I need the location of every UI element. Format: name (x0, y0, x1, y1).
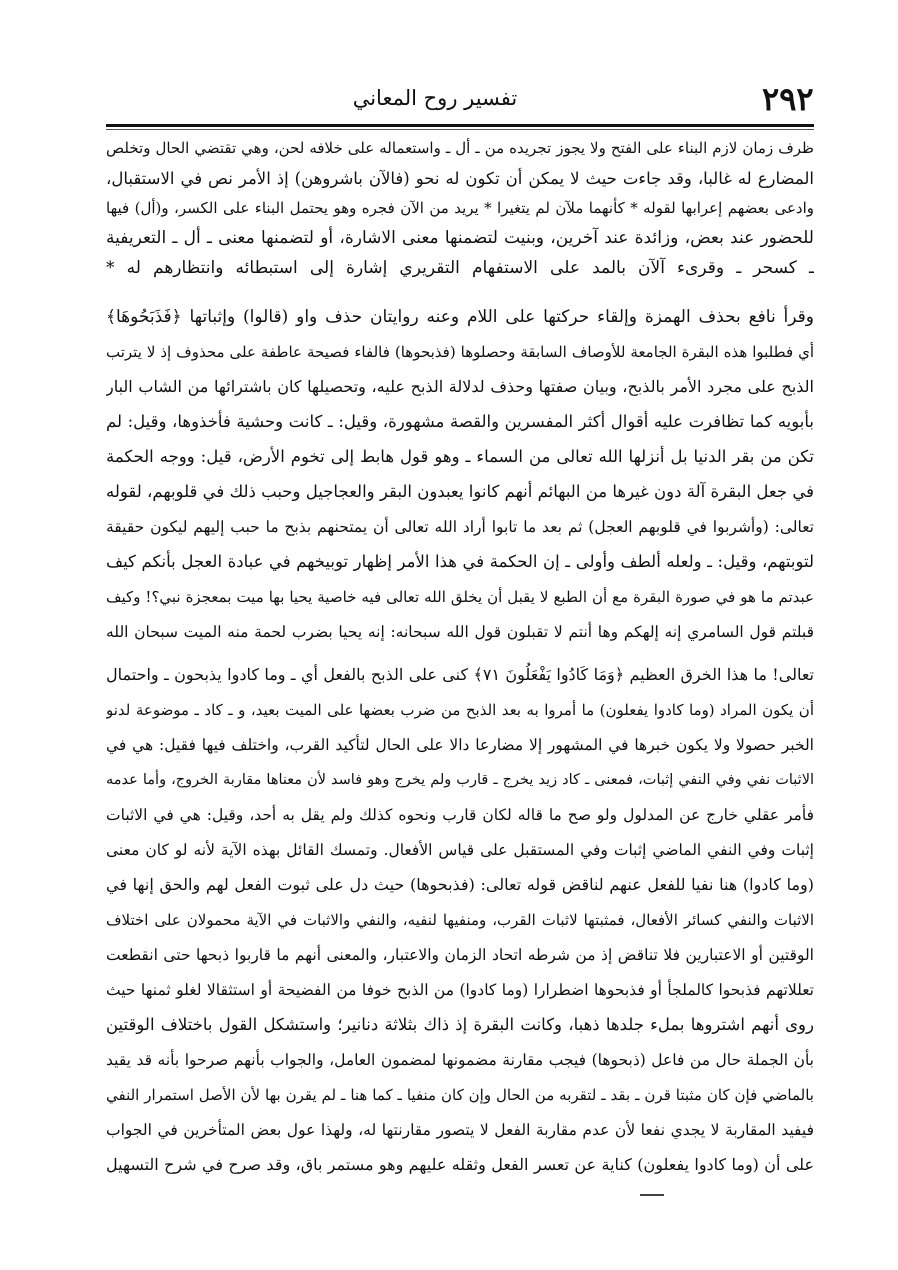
text-line: الذبح على مجرد الأمر بالذبح، وبيان صفتها وحذف لدلالة الذبح عليه، وتحصيلها كان باشترائها من الشاب البار (106, 377, 814, 396)
text-line: بأبويه كما تظافرت عليه أقوال أكثر المفسرين والقصة مشهورة، وقيل: ـ كانت وحشية فأخذوها، وقيل: لم (106, 412, 814, 431)
text-line: المضارع له غالبا، وقد جاءت حيث لا يمكن أن تكون له نحو (فالآن باشروهن) إذ الأمر نص في الاستقبال، (106, 169, 814, 188)
footer-dash (640, 1194, 664, 1196)
text-line: قبلتم قول السامري إنه إلهكم وها أنتم لا تقبلون قول الله سبحانه: إنه يحيا بضرب لحمة منه الميت سبحان الله (106, 623, 814, 641)
text-line: للحضور عند بعض، وزائدة عند آخرين، وبنيت لتضمنها معنى الاشارة، أو لتضمنها معنى ـ أل ـ التعريفية (106, 228, 814, 248)
text-line: (وما كادوا) هنا نفيا للفعل عنهم لناقض قوله تعالى: (فذبحوها) حيث دل على ثبوت الفعل لهم والحق إنها في (106, 875, 814, 894)
text-line: ظرف زمان لازم البناء على الفتح ولا يجوز تجريده من ـ أل ـ واستعماله على خلافه لحن، وهي تقتضي الحال وتخلص (106, 139, 814, 157)
text-line: إثبات وفي النفي الماضي إثبات وفي المستقبل على قياس الأفعال. وتمسك القائل بهذه الآية لأنه لو كان معنى (106, 841, 814, 859)
header-rule (106, 124, 814, 127)
text-line: تعالى! ما هذا الخرق العظيم ﴿وَمَا كَادُوا يَفْعَلُونَ ٧١﴾ كنى على الذبح بالفعل أي ـ وما كادوا يذبحون ـ واحتمال (106, 665, 814, 684)
text-line: وقرأ نافع بحذف الهمزة وإلقاء حركتها على اللام وعنه روايتان حذف واو (قالوا) وإثباتها ﴿فَذَبَحُوهَا﴾ (106, 307, 814, 327)
text-line: الوقتين أو الاعتبارين فلا تناقض إذ من شرطه اتحاد الزمان والاعتبار، والمعنى أنهم ما قاربوا ذبحها حتى انقطعت (106, 946, 814, 964)
paragraph-1 (106, 134, 814, 284)
text-line: أي فطلبوا هذه البقرة الجامعة للأوصاف السابقة وحصلوها (فذبحوها) فالفاء فصيحة عاطفة على محذوف إذ لا يترتب (106, 343, 814, 361)
text-line: تعالى: (وأشربوا في قلوبهم العجل) ثم بعد ما تابوا أراد الله تعالى أن يمتحنهم بذبح ما حبب إليهم ليكون حقيقة (106, 518, 814, 536)
page-number: ٢٩٢ (762, 80, 814, 118)
text-line: ـ كسحر ـ وقرىء آلآن بالمد على الاستفهام التقريري إشارة إلى استبطائه وانتظارهم له * (106, 258, 814, 278)
text-line: فيفيد المقاربة لا يجدي نفعا لأن عدم مقاربة الفعل لا يتصور مقارنتها له، ولهذا عول بعض المتأخرين في الجواب (106, 1121, 814, 1139)
text-line: فأمر عقلي خارج عن المدلول ولو صح ما قاله لكان قارب ونحوه كذلك ولم يقل به أحد، وقيل: هي في الاثبات (106, 806, 814, 824)
text-line: تعللاتهم فذبحوا كالملجأ أو فذبحوها اضطرارا (وما كادوا) من الذبح خوفا من الفضيحة أو استثقالا لغلو ثمنها حيث (106, 981, 814, 999)
text-line: الاثبات والنفي كسائر الأفعال، فمثبتها لاثبات القرب، ومنفيها لنفيه، والنفي والاثبات في الآية محمولان على اختلاف (106, 911, 814, 929)
text-line: وادعى بعضهم إعرابها لقوله * كأنهما ملآن لم يتغيرا * يريد من الآن فجره وهو يحتمل البناء على الكسر، و(أل) فيها (106, 199, 814, 217)
text-line: على أن (وما كادوا يفعلون) كناية عن تعسر الفعل وثقله عليهم وهو مستمر باق، وقد صرح في شرح التسهيل (106, 1155, 814, 1174)
text-line: روى أنهم اشتروها بملء جلدها ذهبا، وكانت البقرة إذ ذاك بثلاثة دنانير؛ واستشكل القول باختلاف الوقتين (106, 1015, 814, 1034)
text-line: بأن الجملة حال من فاعل (ذبحوها) فيجب مقارنة مضمونها لمضمون العامل، والجواب بأنهم صرحوا بأنه قد يقيد (106, 1051, 814, 1069)
text-line: عبدتم ما هو في صورة البقرة مع أن الطبع لا يقبل أن يخلق الله تعالى فيه خاصية يحيا بها ميت بمعجزة نبي؟! وكيف (106, 588, 814, 606)
paragraph-2 (106, 300, 814, 1183)
text-line: تكن من بقر الدنيا بل أنزلها الله تعالى من السماء ـ وهو قول هابط إلى تخوم الأرض، قيل: ووجه الحكمة (106, 447, 814, 466)
header-rule-thin (106, 129, 814, 130)
text-line: في جعل البقرة آلة دون غيرها من البهائم أنهم كانوا يعبدون البقر والعجاجيل وحبب ذلك في قلوبهم، لقوله (106, 482, 814, 501)
text-line: بالماضي فإن كان مثبتا قرن ـ بقد ـ لتقربه من الحال وإن كان منفيا ـ كما هنا ـ لم يقرن بها لأن الأصل استمرار النفي (106, 1086, 814, 1104)
text-line: الخبر حصولا ولا يكون خبرها في المشهور إلا مضارعا دالا على الحال لتأكيد القرب، واختلف فيها فقيل: هي في (106, 736, 814, 754)
text-line: أن يكون المراد (وما كادوا يفعلون) ما أمروا به بعد الذبح من ضرب بعضها على الميت بعيد، و ـ كاد ـ موضوعة لدنو (106, 701, 814, 719)
running-title: تفسير روح المعاني (352, 86, 518, 110)
text-line: الاثبات نفي وفي النفي إثبات، فمعنى ـ كاد زيد يخرج ـ قارب ولم يخرج وهو فاسد لأن معناها مقاربة الخروج، وأما عدمه (106, 772, 814, 788)
text-line: لتوبتهم، وقيل: ـ ولعله ألطف وأولى ـ إن الحكمة في هذا الأمر إظهار توبيخهم في عبادة العجل بأنكم كيف (106, 552, 814, 571)
